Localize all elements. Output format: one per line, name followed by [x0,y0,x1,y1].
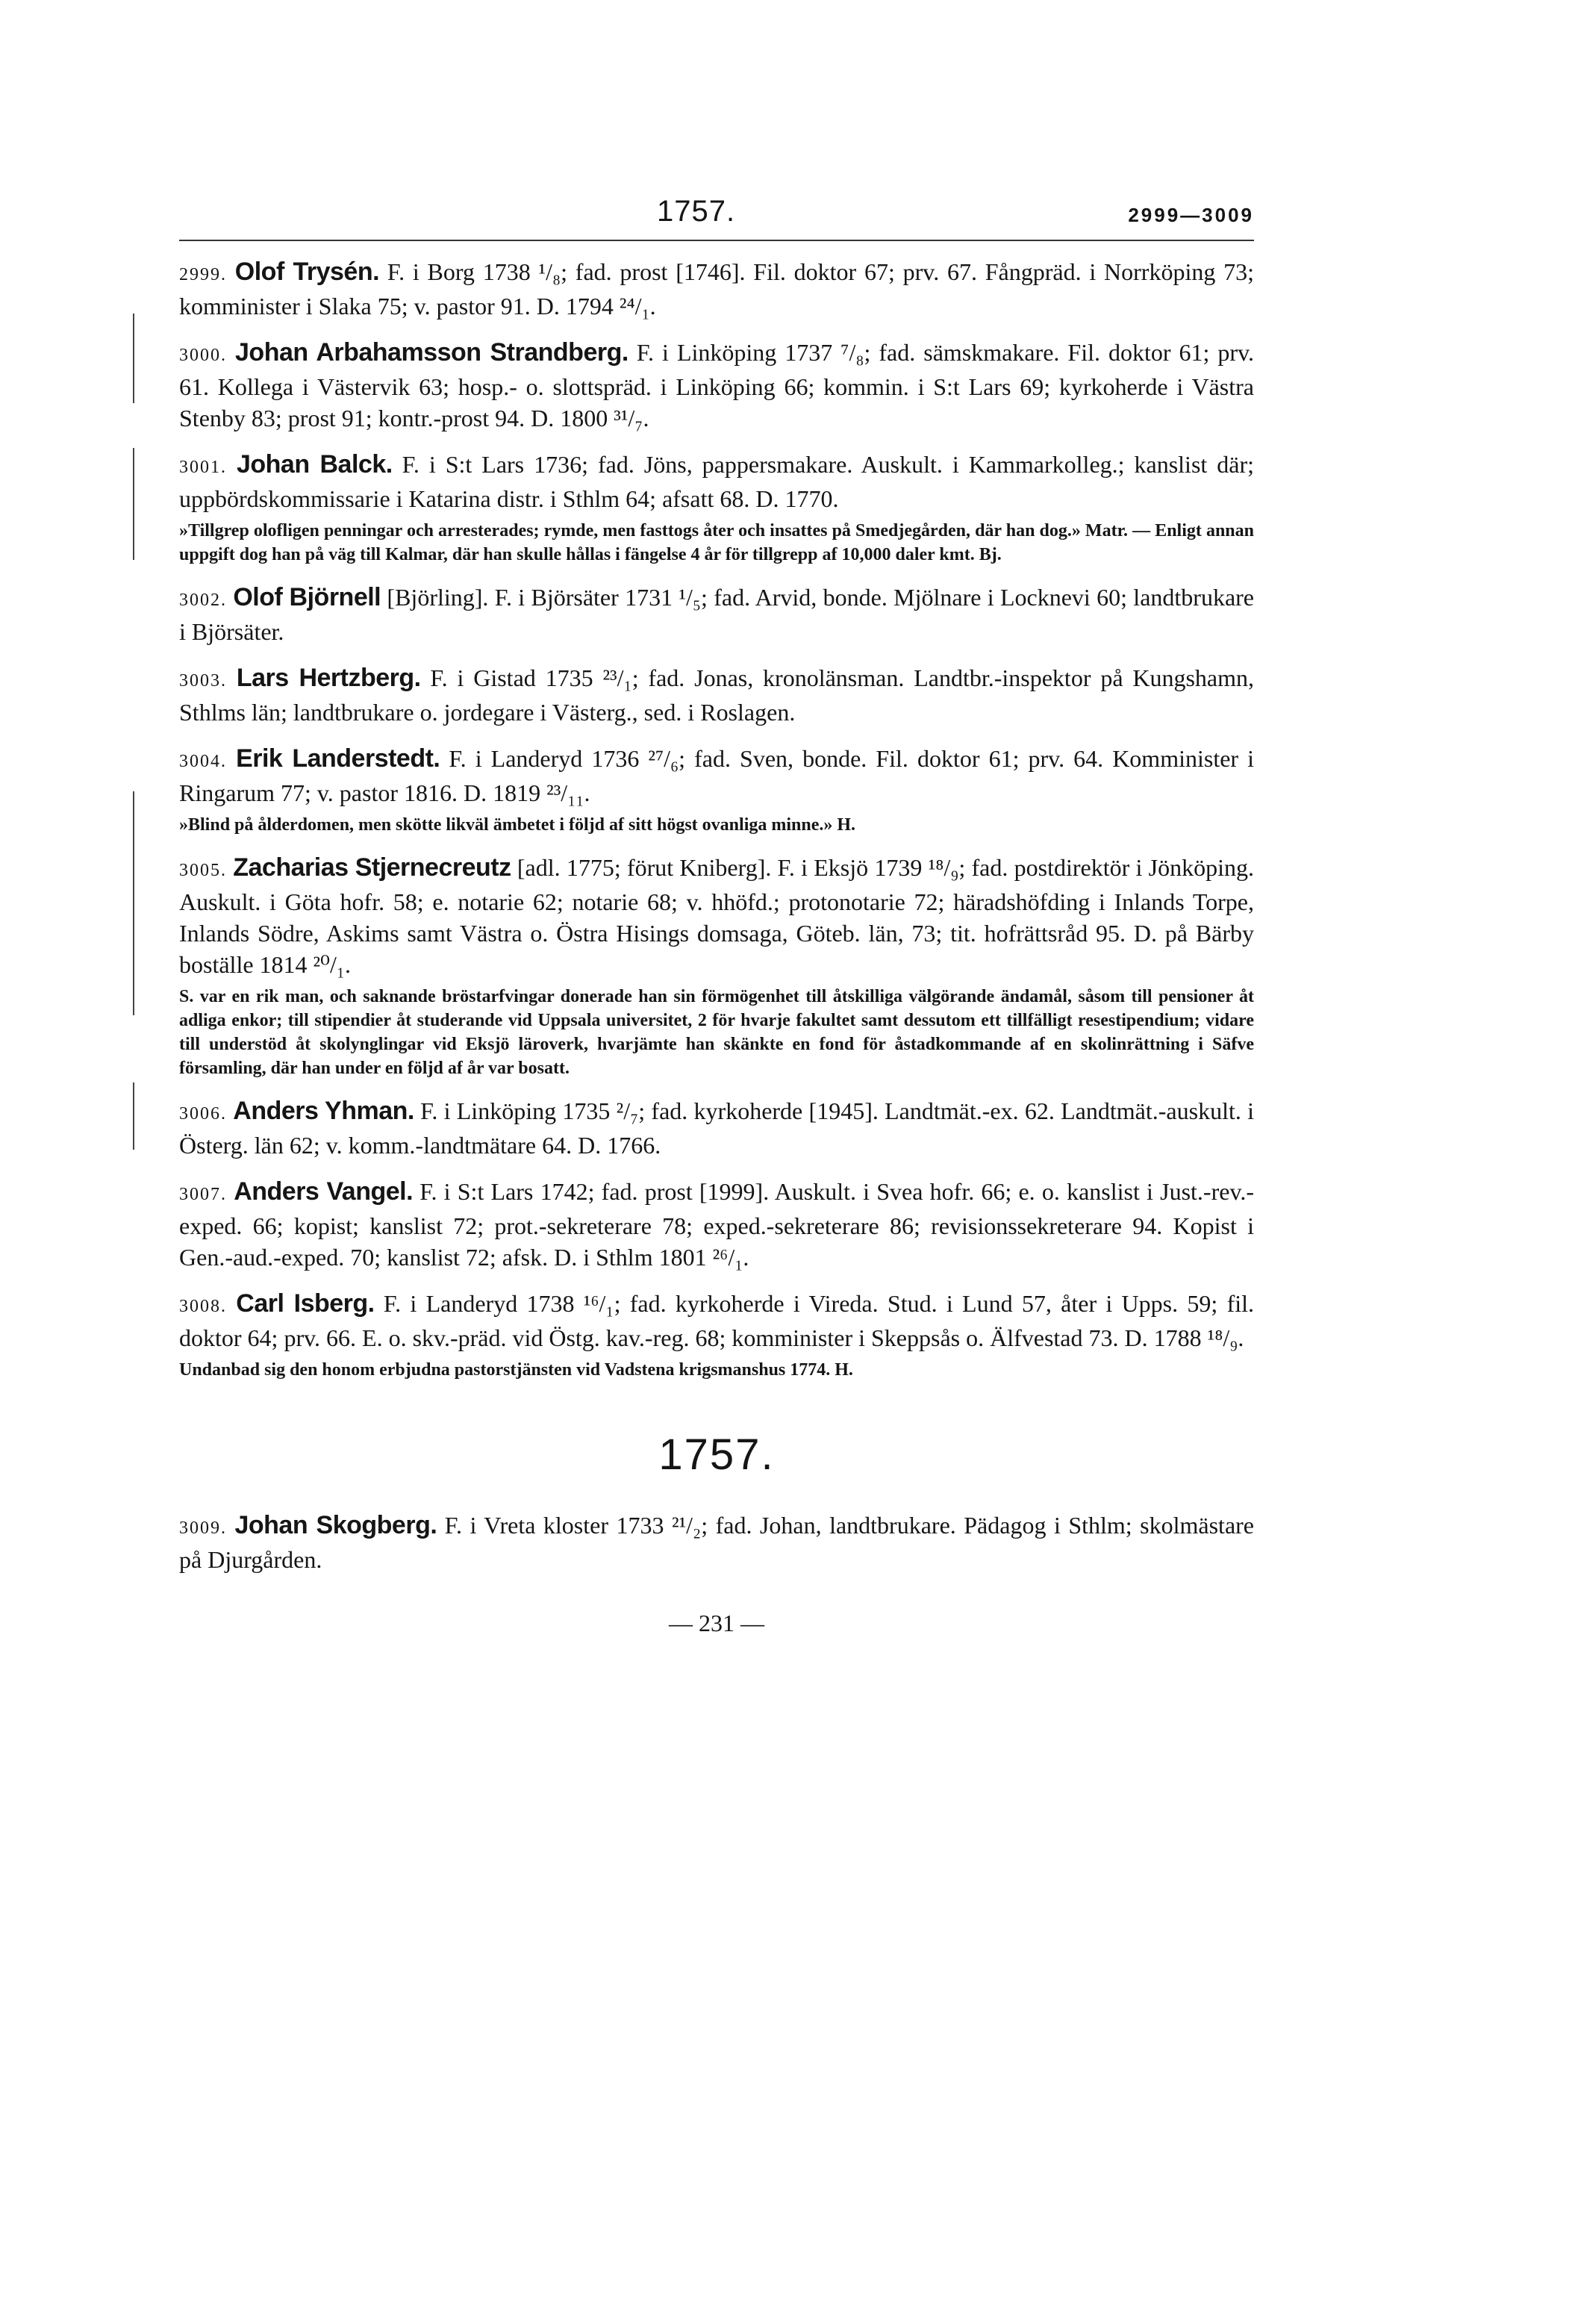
entry-3007 [179,1176,1254,1273]
entry-name: Anders Yhman. [233,1097,414,1125]
entry-number: 3008. [179,1297,227,1316]
entry-body: F. i Landeryd 1738 ¹⁶/₁; fad. kyrkoherde i Vireda. Stud. i Lund 57, åter i Upps. 59; fil. doktor 64; prv. 66. E. o. skv.-präd. vid Östg. kav.-reg. 68; komminister i Skeppsås o. Älfvestad 73. D. 1788 ¹⁸/₉. [179,1290,1255,1351]
entry-3003 [179,662,1254,728]
entry-text [179,337,1254,434]
entry-text [179,852,1254,980]
gutter-mark [133,314,134,403]
entry-name: Johan Skogberg. [234,1511,437,1539]
page-number: — 231 — [669,1610,764,1636]
entry-body: F. i Borg 1738 ¹/₈; fad. prost [1746]. Fil. doktor 67; prv. 67. Fångpräd. i Norrköping 73; komminister i Slaka 75; v. pastor 91. D. 1794 ²⁴/₁. [179,258,1255,320]
entry-name: Carl Isberg. [236,1289,375,1318]
entry-body: F. i S:t Lars 1742; fad. prost [1999]. Auskult. i Svea hofr. 66; e. o. kanslist i Just.-rev.-exped. 66; kopist; kanslist 72; prot.-sekreterare 78; exped.-sekreterare 86; revisionssekreterare 94. Kopist i Gen.-aud.-exped. 70; kanslist 72; afsk. D. i Sthlm 1801 ²⁶/₁. [179,1178,1255,1271]
entry-number: 3009. [179,1518,227,1538]
entry-body: F. i Vreta kloster 1733 ²¹/₂; fad. Johan, landtbrukare. Pädagog i Sthlm; skolmästare på Djurgården. [179,1512,1255,1573]
entry-text [179,1095,1254,1161]
entry-3008 [179,1288,1254,1382]
entry-text [179,1288,1254,1353]
entry-3009 [179,1510,1254,1575]
running-head-range: 2999—3009 [1128,204,1254,226]
entry-text [179,662,1254,728]
entry-name: Erik Landerstedt. [236,744,440,773]
gutter-mark [133,448,134,560]
entry-name: Johan Arbahamsson Strandberg. [235,338,629,367]
entry-body: [adl. 1775; förut Kniberg]. F. i Eksjö 1739 ¹⁸/₉; fad. postdirektör i Jönköping. Auskult. i Göta hofr. 58; e. notarie 62; notarie 68; v. hhöfd.; protonotarie 72; häradshöfding i Inlands Torpe, Inlands Södre, Askims samt Västra o. Östra Hisings domsaga, Göteb. län, 73; tit. hofrättsråd 95. D. på Bärby boställe 1814 ²⁰/₁. [179,854,1254,978]
entry-body: F. i S:t Lars 1736; fad. Jöns, pappersmakare. Auskult. i Kammarkolleg.; kanslist där; uppbördskommissarie i Katarina distr. i Sthlm 64; afsatt 68. D. 1770. [179,451,1254,512]
entry-note: Undanbad sig den honom erbjudna pastorstjänsten vid Vadstena krigsmanshus 1774. H. [179,1360,853,1380]
gutter-mark [133,791,134,1015]
entry-3005 [179,852,1254,1080]
running-head-year: 1757. [657,195,736,228]
entry-name: Zacharias Stjernecreutz [233,853,511,882]
entry-number: 3003. [179,671,227,691]
running-head [179,190,1254,241]
entry-text [179,1176,1254,1273]
entry-body: [Björling]. F. i Björsäter 1731 ¹/₅; fad. Arvid, bonde. Mjölnare i Locknevi 60; landtbrukare i Björsäter. [179,584,1255,645]
entry-note: »Tillgrep olofligen penningar och arresterades; rymde, men fasttogs åter och insattes på Smedjegården, där han dog.» Matr. — Enligt annan uppgift dog han på väg till Kalmar, där han skulle hållas i fängelse 4 år för tillgrepp af 10,000 daler kmt. Bj. [179,521,1254,564]
entry-number: 3001. [179,458,227,477]
entry-text [179,582,1254,647]
entry-text [179,743,1254,809]
entry-body: F. i Linköping 1735 ²/₇; fad. kyrkoherde [1945]. Landtmät.-ex. 62. Landtmät.-auskult. i Österg. län 62; v. komm.-landtmätare 64. D. 1766. [179,1097,1255,1159]
entry-body: F. i Landeryd 1736 ²⁷/₆; fad. Sven, bonde. Fil. doktor 61; prv. 64. Komminister i Ringarum 77; v. pastor 1816. D. 1819 ²³/₁₁. [179,745,1255,806]
entry-number: 3002. [179,591,227,610]
entry-note: S. var en rik man, och saknande bröstarfvingar donerade han sin förmögenhet till åtskilliga välgörande ändamål, såsom till pensioner åt adliga enkor; till stipendier åt studerande vid Uppsala universitet, 2 för hvarje fakultet samt dessutom ett tillfälligt resestipendium; vidare till understöd åt skolynglingar vid Eksjö läroverk, hvarjämte han skänkte en fond för åstadkommande af en skolinrättning i Säfve församling, där han under en följd af år var bosatt. [179,987,1254,1078]
entry-2999 [179,256,1254,322]
entry-number: 3005. [179,861,227,880]
entry-3004 [179,743,1254,837]
entry-number: 3006. [179,1104,227,1124]
entry-note: »Blind på ålderdomen, men skötte likväl ämbetet i följd af sitt högst ovanliga minne.» H. [179,815,856,835]
entry-text [179,1510,1254,1575]
section-year-heading: 1757. [658,1430,775,1479]
entry-name: Olof Trysén. [234,258,380,286]
page [179,190,1254,1637]
entry-3001 [179,449,1254,567]
entry-3000 [179,337,1254,434]
entry-body: F. i Gistad 1735 ²³/₁; fad. Jonas, kronolänsman. Landtbr.-inspektor på Kungshamn, Sthlms län; landtbrukare o. jordegare i Västerg., sed. i Roslagen. [179,664,1255,726]
entry-name: Johan Balck. [236,450,393,479]
entry-number: 3000. [179,346,227,365]
entry-3006 [179,1095,1254,1161]
entry-name: Olof Björnell [233,583,381,611]
entry-name: Lars Hertzberg. [236,664,421,692]
entry-number: 2999. [179,265,227,284]
entry-text [179,449,1254,514]
entry-3002 [179,582,1254,647]
entry-number: 3007. [179,1185,227,1204]
entry-text [179,256,1254,322]
entry-body: F. i Linköping 1737 ⁷/₈; fad. sämskmakare. Fil. doktor 61; prv. 61. Kollega i Västervik 63; hosp.- o. slottspräd. i Linköping 66; kommin. i S:t Lars 69; kyrkoherde i Västra Stenby 83; prost 91; kontr.-prost 94. D. 1800 ³¹/₇. [179,339,1255,432]
entry-number: 3004. [179,752,227,771]
gutter-mark [133,1082,134,1150]
entry-name: Anders Vangel. [234,1177,414,1206]
